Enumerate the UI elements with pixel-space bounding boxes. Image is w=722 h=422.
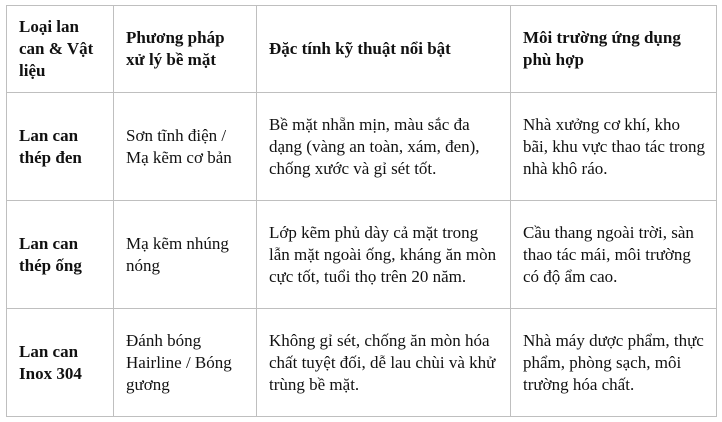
table-row	[7, 201, 717, 309]
header-technical-properties: Đặc tính kỹ thuật nổi bật	[257, 6, 511, 93]
header-surface-treatment: Phương pháp xử lý bề mặt	[114, 6, 257, 93]
row-properties: Bề mặt nhẵn mịn, màu sắc đa dạng (vàng an toàn, xám, đen), chống xước và gỉ sét tốt.	[257, 93, 511, 201]
row-properties: Không gỉ sét, chống ăn mòn hóa chất tuyệt đối, dễ lau chùi và khử trùng bề mặt.	[257, 309, 511, 417]
row-material: Lan can Inox 304	[7, 309, 114, 417]
row-treatment: Sơn tĩnh điện / Mạ kẽm cơ bản	[114, 93, 257, 201]
row-material: Lan can thép ống	[7, 201, 114, 309]
row-properties: Lớp kẽm phủ dày cả mặt trong lẫn mặt ngoài ống, kháng ăn mòn cực tốt, tuổi thọ trên 20 năm.	[257, 201, 511, 309]
row-treatment: Mạ kẽm nhúng nóng	[114, 201, 257, 309]
railing-comparison-table	[6, 5, 717, 417]
row-treatment: Đánh bóng Hairline / Bóng gương	[114, 309, 257, 417]
header-application-environment: Môi trường ứng dụng phù hợp	[511, 6, 717, 93]
table-row	[7, 309, 717, 417]
header-material-type: Loại lan can & Vật liệu	[7, 6, 114, 93]
row-environment: Nhà xưởng cơ khí, kho bãi, khu vực thao tác trong nhà khô ráo.	[511, 93, 717, 201]
row-environment: Nhà máy dược phẩm, thực phẩm, phòng sạch, môi trường hóa chất.	[511, 309, 717, 417]
table-header-row	[7, 6, 717, 93]
row-material: Lan can thép đen	[7, 93, 114, 201]
table-row	[7, 93, 717, 201]
row-environment: Cầu thang ngoài trời, sàn thao tác mái, môi trường có độ ẩm cao.	[511, 201, 717, 309]
